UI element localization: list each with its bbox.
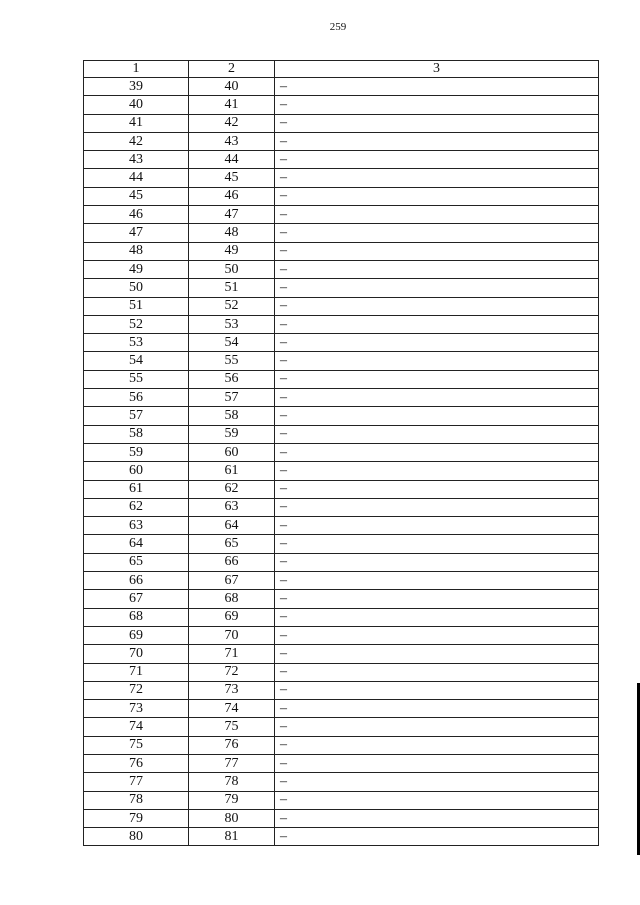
row-cell-col3: – xyxy=(275,114,599,132)
row-cell-col3: – xyxy=(275,663,599,681)
column-header-3: 3 xyxy=(275,61,599,78)
table-row xyxy=(84,718,599,736)
row-cell-col3: – xyxy=(275,389,599,407)
row-cell-col2: 60 xyxy=(189,443,275,461)
row-cell-col2: 58 xyxy=(189,407,275,425)
row-cell-col2: 61 xyxy=(189,462,275,480)
row-cell-col1: 43 xyxy=(84,151,189,169)
row-cell-col1: 75 xyxy=(84,736,189,754)
row-cell-col1: 48 xyxy=(84,242,189,260)
row-cell-col2: 69 xyxy=(189,608,275,626)
row-cell-col1: 68 xyxy=(84,608,189,626)
row-cell-col2: 73 xyxy=(189,681,275,699)
row-cell-col3: – xyxy=(275,462,599,480)
row-cell-col3: – xyxy=(275,645,599,663)
row-cell-col3: – xyxy=(275,608,599,626)
row-cell-col2: 72 xyxy=(189,663,275,681)
table-row xyxy=(84,590,599,608)
row-cell-col2: 81 xyxy=(189,828,275,846)
row-cell-col3: – xyxy=(275,535,599,553)
row-cell-col1: 53 xyxy=(84,334,189,352)
row-cell-col1: 47 xyxy=(84,224,189,242)
row-cell-col3: – xyxy=(275,151,599,169)
table-row xyxy=(84,572,599,590)
row-cell-col1: 50 xyxy=(84,279,189,297)
page-number: 259 xyxy=(329,21,347,33)
row-cell-col2: 42 xyxy=(189,114,275,132)
row-cell-col1: 61 xyxy=(84,480,189,498)
row-cell-col2: 64 xyxy=(189,517,275,535)
table-row xyxy=(84,700,599,718)
table-row xyxy=(84,187,599,205)
row-cell-col3: – xyxy=(275,718,599,736)
row-cell-col3: – xyxy=(275,187,599,205)
row-cell-col2: 51 xyxy=(189,279,275,297)
row-cell-col1: 54 xyxy=(84,352,189,370)
table-row xyxy=(84,315,599,333)
row-cell-col1: 66 xyxy=(84,572,189,590)
row-cell-col3: – xyxy=(275,553,599,571)
table-row xyxy=(84,443,599,461)
table-header xyxy=(84,61,599,78)
row-cell-col1: 69 xyxy=(84,626,189,644)
row-cell-col3: – xyxy=(275,681,599,699)
row-cell-col1: 77 xyxy=(84,773,189,791)
row-cell-col3: – xyxy=(275,297,599,315)
row-cell-col1: 40 xyxy=(84,96,189,114)
row-cell-col2: 75 xyxy=(189,718,275,736)
table-row xyxy=(84,242,599,260)
row-cell-col3: – xyxy=(275,809,599,827)
row-cell-col3: – xyxy=(275,572,599,590)
row-cell-col2: 43 xyxy=(189,132,275,150)
table-row xyxy=(84,754,599,772)
table-row xyxy=(84,279,599,297)
table-row xyxy=(84,681,599,699)
row-cell-col1: 67 xyxy=(84,590,189,608)
row-cell-col1: 64 xyxy=(84,535,189,553)
row-cell-col3: – xyxy=(275,626,599,644)
row-cell-col1: 80 xyxy=(84,828,189,846)
row-cell-col1: 60 xyxy=(84,462,189,480)
row-cell-col1: 45 xyxy=(84,187,189,205)
row-cell-col3: – xyxy=(275,480,599,498)
row-cell-col2: 56 xyxy=(189,370,275,388)
row-cell-col2: 50 xyxy=(189,260,275,278)
table-row xyxy=(84,297,599,315)
row-cell-col3: – xyxy=(275,132,599,150)
row-cell-col2: 78 xyxy=(189,773,275,791)
row-cell-col2: 79 xyxy=(189,791,275,809)
row-cell-col3: – xyxy=(275,279,599,297)
table-row xyxy=(84,352,599,370)
table-row xyxy=(84,736,599,754)
row-cell-col1: 65 xyxy=(84,553,189,571)
row-cell-col3: – xyxy=(275,260,599,278)
table-row xyxy=(84,626,599,644)
row-cell-col2: 62 xyxy=(189,480,275,498)
row-cell-col3: – xyxy=(275,370,599,388)
row-cell-col1: 39 xyxy=(84,78,189,96)
table-row xyxy=(84,260,599,278)
row-cell-col1: 74 xyxy=(84,718,189,736)
row-cell-col3: – xyxy=(275,517,599,535)
row-cell-col1: 63 xyxy=(84,517,189,535)
table-row xyxy=(84,169,599,187)
row-cell-col2: 57 xyxy=(189,389,275,407)
row-cell-col3: – xyxy=(275,773,599,791)
row-cell-col2: 76 xyxy=(189,736,275,754)
table-row xyxy=(84,114,599,132)
row-cell-col1: 73 xyxy=(84,700,189,718)
table-row xyxy=(84,462,599,480)
row-cell-col3: – xyxy=(275,700,599,718)
table-row xyxy=(84,132,599,150)
row-cell-col2: 41 xyxy=(189,96,275,114)
row-cell-col1: 76 xyxy=(84,754,189,772)
row-cell-col1: 41 xyxy=(84,114,189,132)
row-cell-col1: 57 xyxy=(84,407,189,425)
row-cell-col2: 68 xyxy=(189,590,275,608)
row-cell-col3: – xyxy=(275,736,599,754)
table-row xyxy=(84,791,599,809)
table-row xyxy=(84,480,599,498)
table-row xyxy=(84,224,599,242)
table-row xyxy=(84,96,599,114)
row-cell-col1: 58 xyxy=(84,425,189,443)
row-cell-col3: – xyxy=(275,96,599,114)
table-row xyxy=(84,517,599,535)
row-cell-col2: 49 xyxy=(189,242,275,260)
row-cell-col1: 49 xyxy=(84,260,189,278)
row-cell-col3: – xyxy=(275,169,599,187)
row-cell-col2: 77 xyxy=(189,754,275,772)
row-cell-col3: – xyxy=(275,352,599,370)
row-cell-col1: 44 xyxy=(84,169,189,187)
row-cell-col2: 46 xyxy=(189,187,275,205)
row-cell-col1: 46 xyxy=(84,206,189,224)
table-row xyxy=(84,553,599,571)
table-row xyxy=(84,663,599,681)
table-row xyxy=(84,809,599,827)
row-cell-col2: 71 xyxy=(189,645,275,663)
row-cell-col1: 71 xyxy=(84,663,189,681)
row-cell-col3: – xyxy=(275,224,599,242)
row-cell-col3: – xyxy=(275,754,599,772)
row-cell-col3: – xyxy=(275,425,599,443)
row-cell-col3: – xyxy=(275,315,599,333)
row-cell-col3: – xyxy=(275,791,599,809)
row-cell-col1: 51 xyxy=(84,297,189,315)
row-cell-col2: 45 xyxy=(189,169,275,187)
row-cell-col2: 48 xyxy=(189,224,275,242)
row-cell-col1: 42 xyxy=(84,132,189,150)
table-row xyxy=(84,151,599,169)
row-cell-col2: 55 xyxy=(189,352,275,370)
row-cell-col1: 72 xyxy=(84,681,189,699)
row-cell-col2: 74 xyxy=(189,700,275,718)
table-row xyxy=(84,407,599,425)
data-table xyxy=(83,60,599,846)
row-cell-col3: – xyxy=(275,828,599,846)
row-cell-col1: 52 xyxy=(84,315,189,333)
row-cell-col1: 56 xyxy=(84,389,189,407)
row-cell-col3: – xyxy=(275,242,599,260)
table-row xyxy=(84,773,599,791)
table-row xyxy=(84,608,599,626)
row-cell-col3: – xyxy=(275,443,599,461)
table-row xyxy=(84,78,599,96)
table-row xyxy=(84,828,599,846)
header-row xyxy=(84,61,599,78)
row-cell-col2: 63 xyxy=(189,498,275,516)
row-cell-col1: 55 xyxy=(84,370,189,388)
row-cell-col2: 44 xyxy=(189,151,275,169)
table-row xyxy=(84,370,599,388)
table-row xyxy=(84,206,599,224)
row-cell-col2: 66 xyxy=(189,553,275,571)
column-header-2: 2 xyxy=(189,61,275,78)
row-cell-col2: 54 xyxy=(189,334,275,352)
table-row xyxy=(84,389,599,407)
row-cell-col1: 62 xyxy=(84,498,189,516)
table-body xyxy=(84,78,599,846)
row-cell-col2: 40 xyxy=(189,78,275,96)
row-cell-col1: 79 xyxy=(84,809,189,827)
table-row xyxy=(84,498,599,516)
row-cell-col2: 70 xyxy=(189,626,275,644)
row-cell-col1: 70 xyxy=(84,645,189,663)
row-cell-col3: – xyxy=(275,590,599,608)
table-row xyxy=(84,425,599,443)
row-cell-col3: – xyxy=(275,78,599,96)
row-cell-col3: – xyxy=(275,498,599,516)
row-cell-col2: 52 xyxy=(189,297,275,315)
row-cell-col3: – xyxy=(275,407,599,425)
row-cell-col3: – xyxy=(275,206,599,224)
row-cell-col2: 59 xyxy=(189,425,275,443)
table-row xyxy=(84,645,599,663)
row-cell-col1: 78 xyxy=(84,791,189,809)
column-header-1: 1 xyxy=(84,61,189,78)
table-row xyxy=(84,334,599,352)
row-cell-col2: 80 xyxy=(189,809,275,827)
row-cell-col3: – xyxy=(275,334,599,352)
row-cell-col2: 67 xyxy=(189,572,275,590)
row-cell-col2: 53 xyxy=(189,315,275,333)
table-row xyxy=(84,535,599,553)
row-cell-col2: 65 xyxy=(189,535,275,553)
row-cell-col1: 59 xyxy=(84,443,189,461)
row-cell-col2: 47 xyxy=(189,206,275,224)
